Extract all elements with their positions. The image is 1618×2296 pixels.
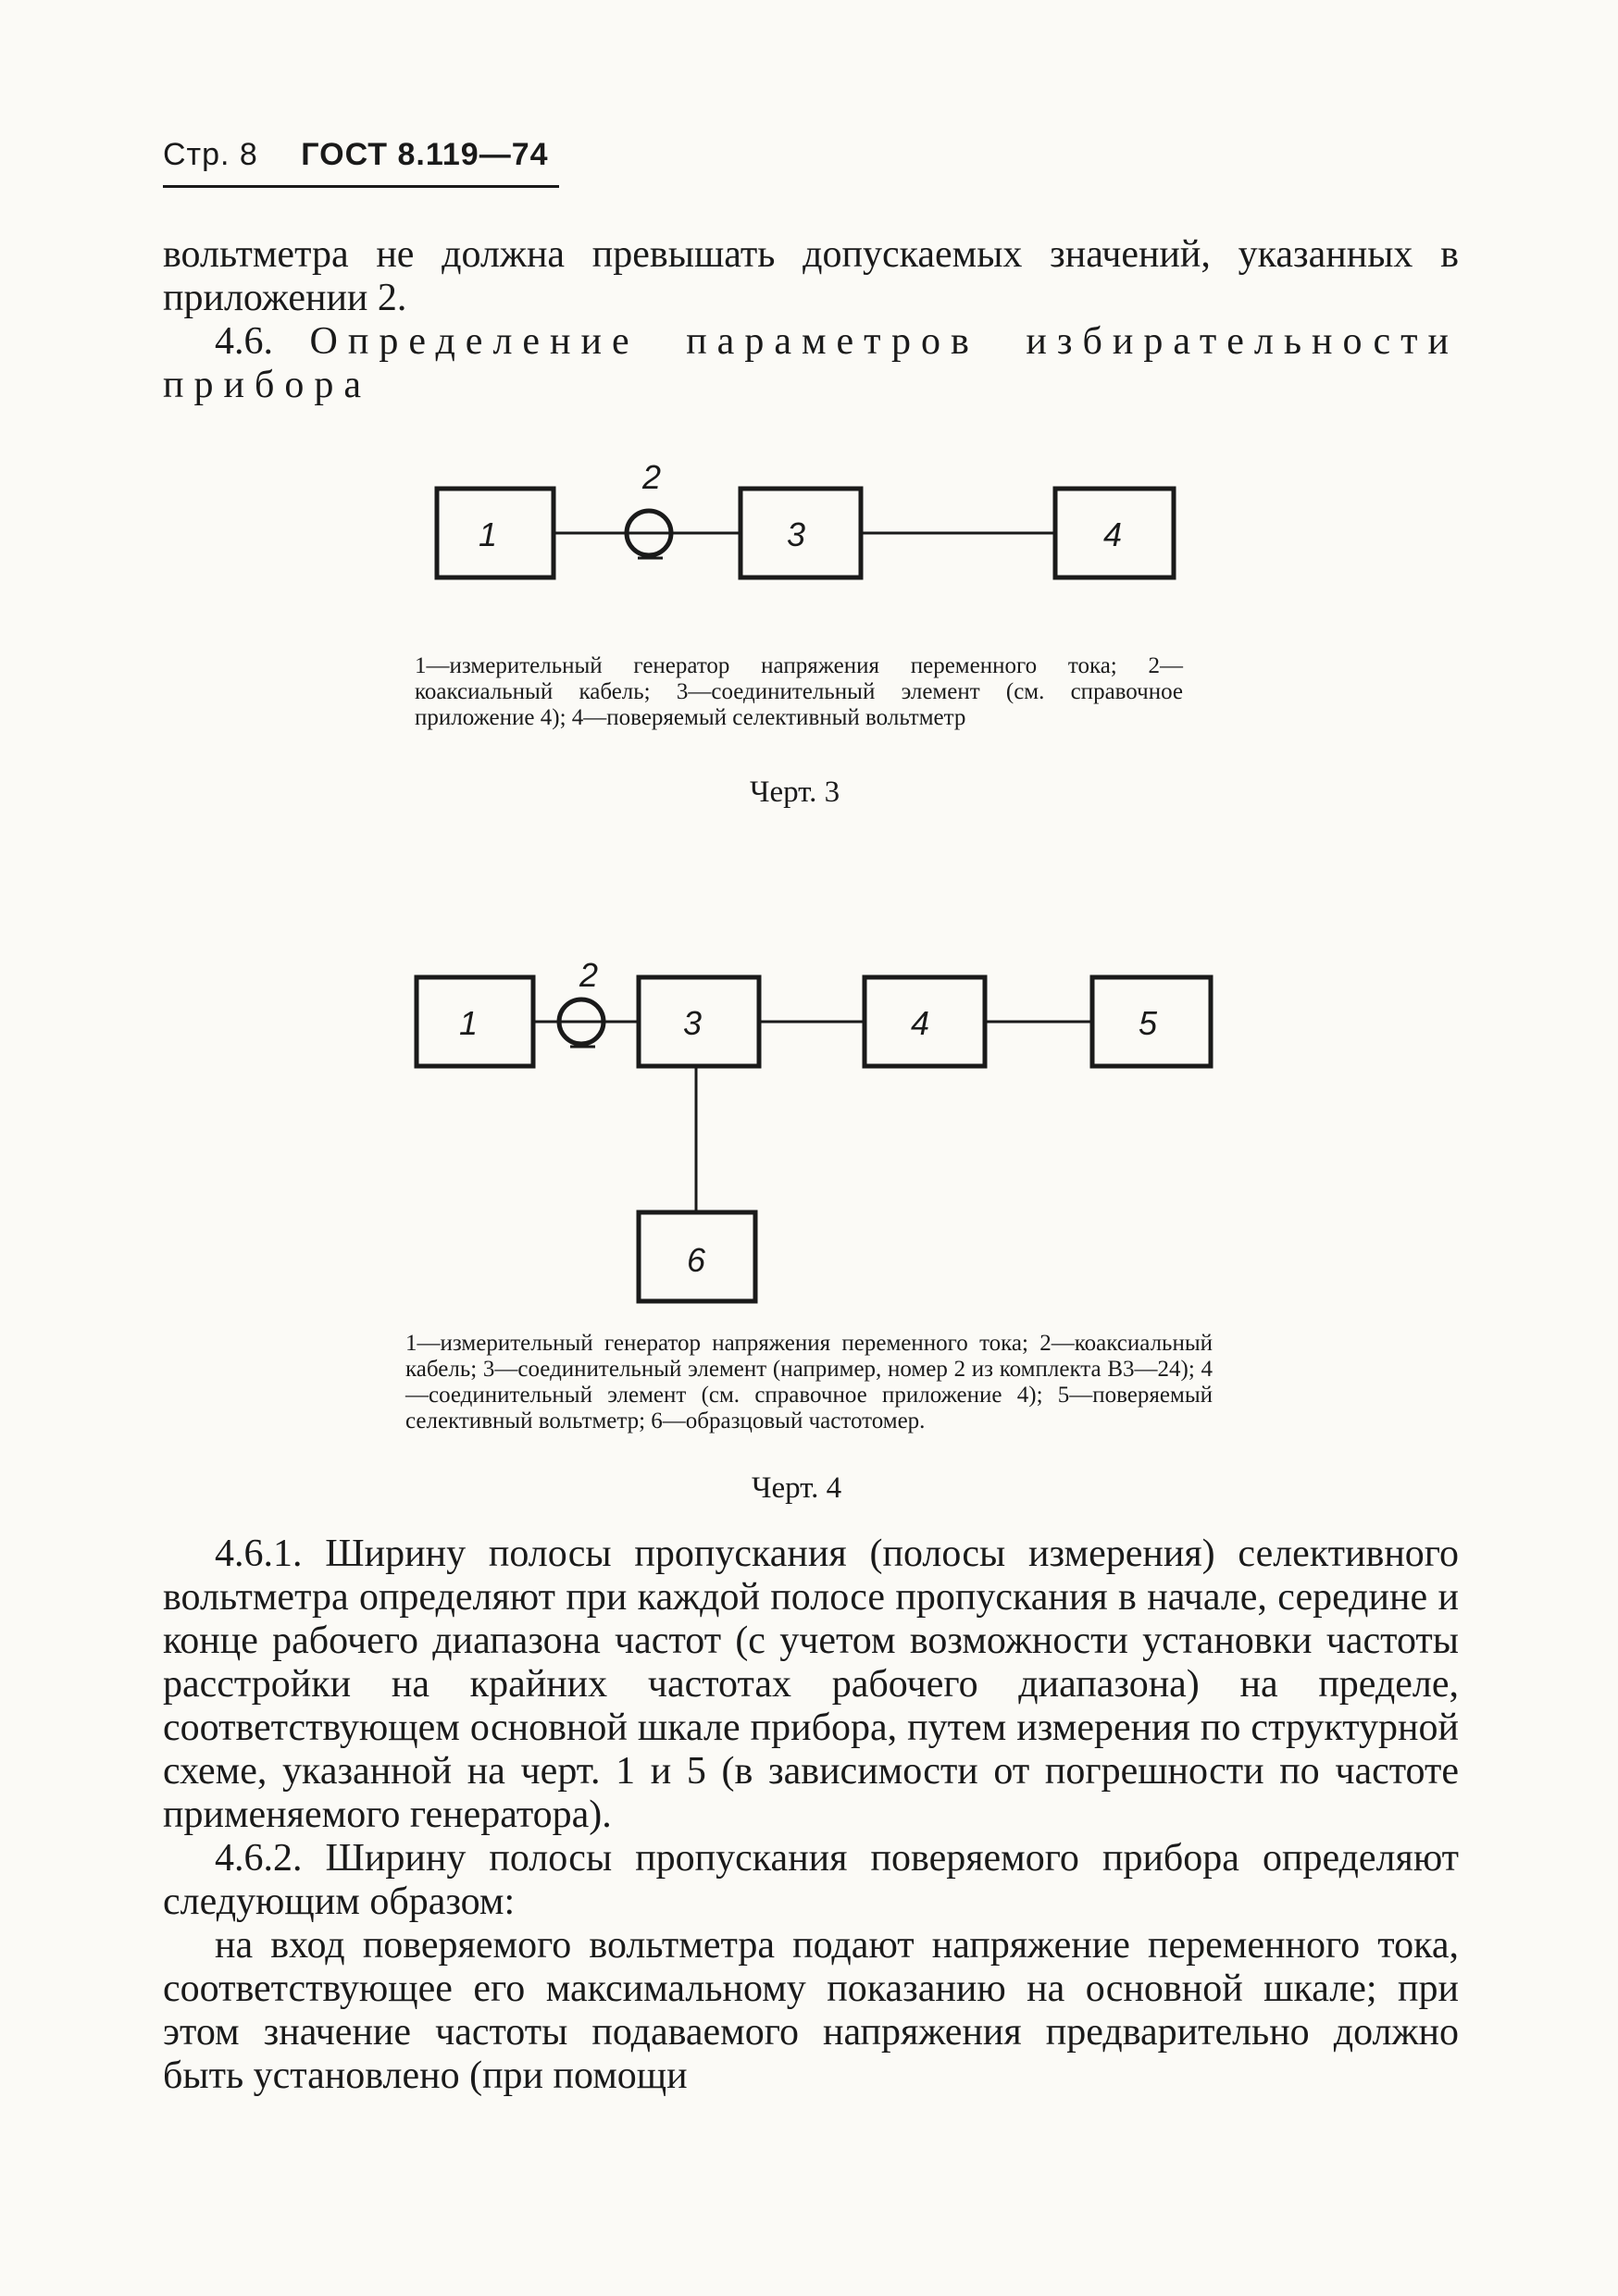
paragraph-4-6-2-cont: на вход поверяемого вольтметра подают напряжение переменного тока, соответствующее его максимальному показанию на основной шкале; при этом значение частоты подаваемого напряжения предварительно должно быть установлено (при помощи: [163, 1924, 1459, 2097]
paragraph-4-6-1: 4.6.1. Ширину полосы пропускания (полосы измерения) селективного вольтметра определяют при каждой полосе пропускания в начале, середине и конце рабочего диапазона частот (с учетом возможности установки частоты расстройки на крайних частотах рабочего диапазона) на пределе, соответствующем основной шкале прибора, путем измерения по структурной схеме, указанной на черт. 1 и 5 (в зависимости от погрешности по частоте применяемого генератора).: [163, 1533, 1459, 1836]
fig4-label-6: 6: [687, 1241, 706, 1279]
figure-4-caption: 1—измерительный генератор напряжения переменного тока; 2—коаксиальный кабель; 3—соединительный элемент (например, номер 2 из комплекта В3—24); 4—соединительный элемент (см. справочное приложение 4); 5—поверяемый селективный вольтметр; 6—образцовый частотомер.: [405, 1331, 1213, 1433]
figure-3-label: Черт. 3: [750, 776, 840, 809]
figure-3-diagram: [437, 458, 1174, 577]
section-number: 4.6.: [215, 320, 273, 363]
figure-4-label: Черт. 4: [752, 1471, 842, 1505]
fig3-label-1: 1: [479, 515, 498, 553]
fig3-label-3: 3: [787, 515, 806, 553]
paragraph-4-6-2: 4.6.2. Ширину полосы пропускания поверяемого прибора определяют следующим образом:: [163, 1837, 1459, 1923]
figure-4-diagram: [417, 956, 1211, 1301]
page-number: Стр. 8: [163, 137, 258, 172]
section-title: Определение параметров избирательности прибора: [163, 320, 1459, 406]
fig4-label-3: 3: [683, 1004, 703, 1042]
fig4-label-2: 2: [579, 956, 599, 994]
paragraph-continuation: вольтметра не должна превышать допускаемых значений, указанных в приложении 2.: [163, 233, 1459, 319]
fig3-label-4: 4: [1103, 515, 1123, 553]
fig4-label-4: 4: [911, 1004, 930, 1042]
standard-code: ГОСТ 8.119—74: [301, 137, 549, 172]
section-4-6-text: [163, 1533, 1459, 2098]
figure-3-caption: 1—измерительный генератор напряжения переменного тока; 2—коаксиальный кабель; 3—соединительный элемент (см. справочное приложение 4); 4—поверяемый селективный вольтметр: [415, 653, 1183, 730]
fig3-label-2: 2: [642, 458, 662, 496]
fig4-label-1: 1: [459, 1004, 479, 1042]
fig4-label-5: 5: [1139, 1004, 1158, 1042]
